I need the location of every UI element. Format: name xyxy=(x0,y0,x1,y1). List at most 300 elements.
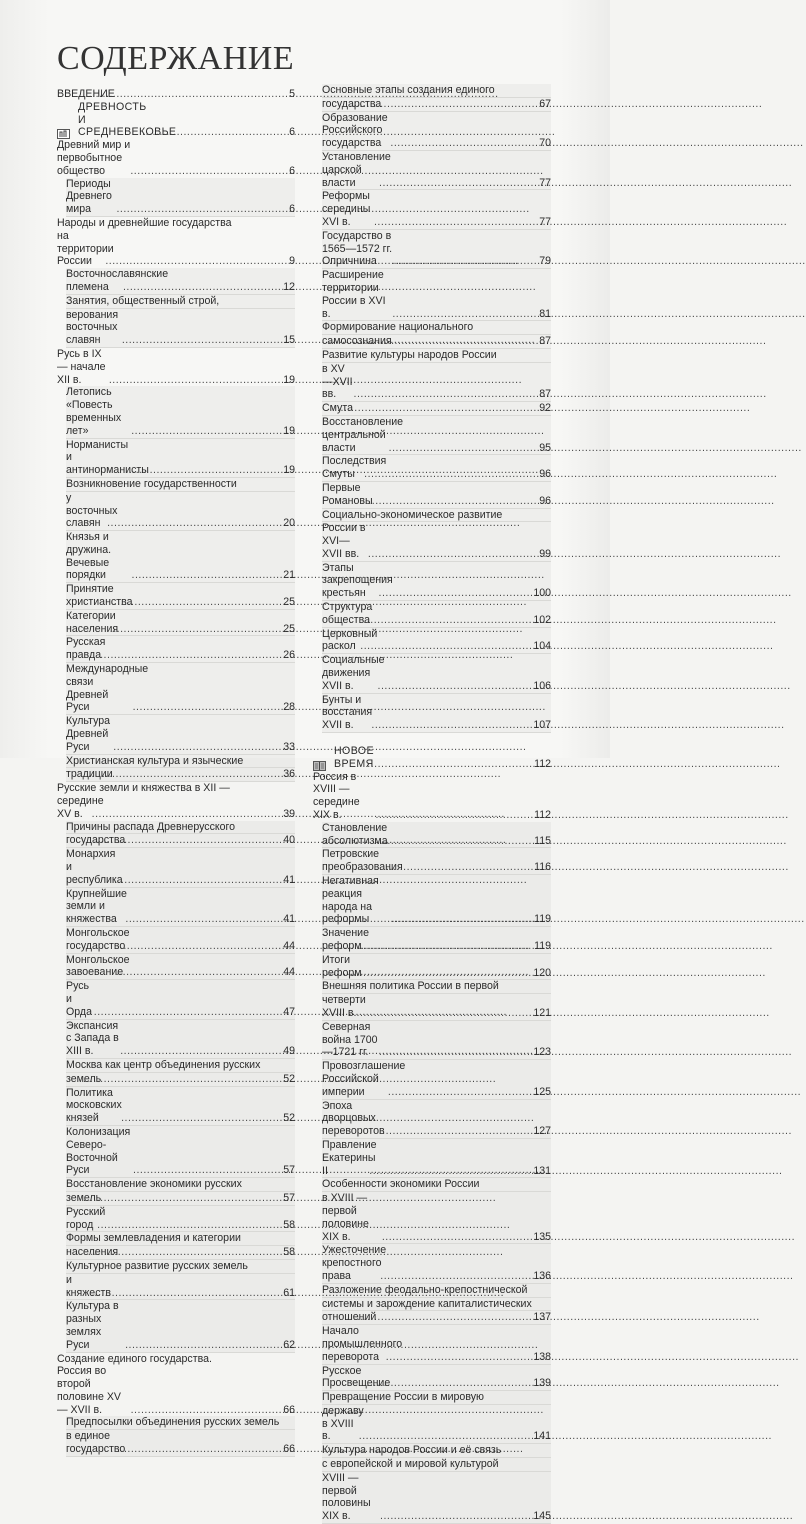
toc-subentry[interactable] xyxy=(66,478,295,531)
toc-entry-title: Москва как центр объединения русских xyxy=(66,1058,261,1071)
dot-leader xyxy=(110,623,282,636)
dot-leader xyxy=(366,1377,532,1390)
toc-subentry[interactable] xyxy=(322,654,551,693)
toc-subentry[interactable] xyxy=(66,980,295,1019)
toc-entry-title: Культура в разных землях Руси xyxy=(66,1300,119,1351)
toc-entry-line xyxy=(66,610,295,637)
toc-entry-line xyxy=(322,509,551,523)
toc-entry-title: Летопись «Повесть временных лет» xyxy=(66,386,122,437)
toc-page-number: 92 xyxy=(539,402,551,415)
toc-page-number: 57 xyxy=(283,1191,295,1204)
toc-chapter-entry[interactable] xyxy=(57,1353,295,1417)
toc-page-number: 135 xyxy=(533,1230,551,1243)
toc-entry-title: Смута xyxy=(322,402,353,415)
toc-page-number: 6 xyxy=(289,203,295,216)
toc-subentry[interactable] xyxy=(322,848,551,875)
section-gap xyxy=(313,733,551,745)
toc-entry-title: ВВЕДЕНИЕ xyxy=(57,88,115,100)
toc-subentry[interactable] xyxy=(322,694,551,733)
toc-page-number: 12 xyxy=(283,280,295,293)
toc-entry-line xyxy=(66,492,295,531)
toc-entry-title: государства xyxy=(66,834,126,847)
toc-subentry[interactable] xyxy=(322,230,551,269)
toc-subentry[interactable] xyxy=(322,455,551,482)
toc-page-number: 39 xyxy=(283,807,295,820)
toc-entry-line xyxy=(322,875,551,927)
toc-entry-line xyxy=(66,1300,295,1352)
toc-page-number: 44 xyxy=(283,966,295,979)
toc-page-number: 61 xyxy=(283,1286,295,1299)
toc-entry-title: Русское Просвещение xyxy=(322,1364,391,1390)
dot-leader xyxy=(382,1231,533,1244)
dot-leader xyxy=(379,1046,532,1059)
toc-subentry[interactable] xyxy=(66,636,295,663)
dot-leader xyxy=(88,768,282,781)
dot-leader xyxy=(354,388,539,401)
toc-subentry[interactable] xyxy=(322,980,551,1020)
toc-subentry[interactable] xyxy=(66,848,295,887)
dot-leader xyxy=(367,758,533,771)
toc-subentry[interactable] xyxy=(66,1059,295,1087)
toc-subentry[interactable] xyxy=(322,601,551,628)
dot-leader xyxy=(94,1006,282,1019)
toc-subentry[interactable] xyxy=(66,888,295,927)
toc-page-number: 104 xyxy=(533,640,551,653)
toc-page-number: 15 xyxy=(283,334,295,347)
toc-entry-line xyxy=(66,954,295,981)
toc-entry-title: Церковный раскол xyxy=(322,627,378,653)
toc-entry-line xyxy=(66,1260,295,1274)
toc-page-number: 116 xyxy=(534,861,551,874)
toc-entry-title: земель xyxy=(66,1191,102,1204)
toc-entry-line xyxy=(322,455,551,482)
toc-entry-line xyxy=(66,1059,295,1073)
dot-leader xyxy=(114,874,282,887)
toc-page-number: 79 xyxy=(539,255,551,268)
toc-entry-line xyxy=(322,1178,551,1192)
toc-entry-line xyxy=(57,88,295,101)
toc-subentry[interactable] xyxy=(66,1300,295,1352)
toc-entry-title: Провозглашение Российской империи xyxy=(322,1060,406,1098)
dot-leader xyxy=(349,98,538,111)
toc-entry-line xyxy=(322,190,551,229)
toc-chapter-entry[interactable] xyxy=(57,88,295,101)
toc-entry-line xyxy=(322,1311,551,1325)
toc-entry-title: Христианская культура и языческие xyxy=(66,754,244,767)
toc-page-number: 77 xyxy=(539,215,551,228)
toc-section-heading[interactable] xyxy=(57,101,295,139)
toc-subentry[interactable] xyxy=(322,269,551,321)
toc-page-number: 112 xyxy=(534,757,551,770)
dot-leader xyxy=(125,1339,282,1352)
toc-page-number: 66 xyxy=(283,1403,295,1416)
dot-leader xyxy=(368,548,538,561)
dot-leader xyxy=(379,1125,533,1138)
toc-subentry[interactable] xyxy=(66,610,295,637)
dot-leader xyxy=(386,1351,533,1364)
toc-entry-title: Русь и Орда xyxy=(66,980,92,1018)
toc-entry-title: середине XV в. xyxy=(57,795,104,820)
toc-page-number: 125 xyxy=(533,1085,551,1098)
toc-entry-title: Восточнославянские племена xyxy=(66,268,169,293)
toc-page-number: 141 xyxy=(533,1430,551,1443)
toc-subentry[interactable] xyxy=(322,151,551,190)
toc-page-number: 120 xyxy=(533,966,551,979)
toc-page-number: 137 xyxy=(533,1311,551,1324)
toc-subentry[interactable] xyxy=(322,822,551,849)
toc-subentry[interactable] xyxy=(322,321,551,349)
toc-entry-title: в XV—XVII вв. xyxy=(322,362,353,401)
toc-page-number: 26 xyxy=(283,649,295,662)
toc-subentry[interactable] xyxy=(66,1416,295,1456)
toc-entry-line xyxy=(66,268,295,295)
toc-page-number: 58 xyxy=(283,1218,295,1231)
toc-subentry[interactable] xyxy=(322,1325,551,1364)
toc-entry-title: Образование Российского государства xyxy=(322,111,388,150)
toc-entry-line xyxy=(57,101,295,139)
toc-entry-title: на территории России xyxy=(57,229,114,268)
toc-entry-title: державу в XVIII в. xyxy=(322,1404,364,1443)
dot-leader xyxy=(388,1086,532,1099)
toc-entry-line xyxy=(66,1206,295,1233)
toc-entry-title: Восстановление экономики русских xyxy=(66,1178,242,1191)
toc-subentry[interactable] xyxy=(322,1139,551,1178)
toc-entry-title: Развитие культуры народов России xyxy=(322,348,497,361)
toc-entry-title: Народы и древнейшие государства xyxy=(57,216,232,229)
toc-entry-line xyxy=(322,1060,551,1099)
toc-entry-line xyxy=(322,1284,551,1298)
toc-entry-title: Категории населения xyxy=(66,609,119,635)
toc-entry-line xyxy=(322,1139,551,1178)
toc-page-number: 41 xyxy=(283,873,295,886)
toc-entry-line xyxy=(66,768,295,782)
toc-entry-title: Реформы середины XVI в. xyxy=(322,190,371,228)
dot-leader xyxy=(142,126,288,139)
toc-entry-title: Значение реформ xyxy=(322,927,369,952)
toc-entry-title: Правление Екатерины II xyxy=(322,1138,377,1177)
toc-subentry[interactable] xyxy=(322,875,551,927)
toc-entry-title: Князья и дружина. Вечевые порядки xyxy=(66,531,112,582)
toc-page-number: 40 xyxy=(283,834,295,847)
toc-entry-title: земель xyxy=(66,1072,102,1085)
toc-subentry[interactable] xyxy=(66,1020,295,1059)
toc-page-number: 102 xyxy=(533,613,551,626)
toc-entry-title: Начало промышленного переворота xyxy=(322,1325,403,1363)
toc-entry-line xyxy=(322,954,551,981)
toc-entry-title: Северная война 1700—1721 гг. xyxy=(322,1020,378,1059)
toc-entry-title: четверти XVIII в. xyxy=(322,994,366,1019)
toc-entry-title: у восточных славян xyxy=(66,491,118,530)
toc-subentry[interactable] xyxy=(66,1126,295,1178)
dot-leader xyxy=(85,88,288,101)
toc-page-number: 66 xyxy=(283,1443,295,1456)
toc-entry-line xyxy=(322,335,551,349)
toc-subentry[interactable] xyxy=(322,1244,551,1283)
toc-subentry[interactable] xyxy=(66,755,295,783)
dot-leader xyxy=(131,1404,283,1417)
toc-entry-line xyxy=(322,416,551,455)
toc-page-number: 77 xyxy=(539,176,551,189)
toc-entry-line xyxy=(322,98,551,112)
toc-subentry[interactable] xyxy=(322,1178,551,1244)
dot-leader xyxy=(392,913,534,926)
toc-entry-title: Политика московских князей xyxy=(66,1086,122,1125)
toc-entry-title: в XVIII — первой половине XIX в. xyxy=(322,1192,369,1243)
toc-entry-line xyxy=(322,848,551,875)
toc-entry-line xyxy=(322,980,551,994)
book-icon xyxy=(313,761,326,771)
toc-entry-line xyxy=(66,295,295,309)
toc-entry-title: XVIII — первой половины XIX в. xyxy=(322,1471,371,1523)
toc-entry-line xyxy=(322,84,551,98)
toc-entry-line xyxy=(66,1020,295,1059)
toc-subentry[interactable] xyxy=(322,482,551,509)
toc-page-number: 136 xyxy=(533,1269,551,1282)
toc-entry-title: Превращение России в мировую xyxy=(322,1391,484,1404)
toc-subentry[interactable] xyxy=(66,583,295,610)
toc-entry-line xyxy=(57,139,295,177)
toc-subentry[interactable] xyxy=(322,190,551,229)
toc-entry-title: государства xyxy=(322,97,382,110)
toc-page-number: 121 xyxy=(533,1006,551,1019)
toc-entry-title: Бунты и восстания XVII в. xyxy=(322,693,373,732)
toc-chapter-entry[interactable] xyxy=(57,217,295,268)
toc-entry-line xyxy=(322,1472,551,1524)
toc-entry-title: Петровские преобразования xyxy=(322,848,403,874)
toc-entry-line xyxy=(66,888,295,927)
dot-leader xyxy=(379,587,533,600)
dot-leader xyxy=(359,1430,533,1443)
toc-entry-line xyxy=(322,1405,551,1444)
toc-subentry[interactable] xyxy=(322,1444,551,1524)
toc-entry-line xyxy=(66,848,295,887)
toc-entry-title: в единое государство xyxy=(66,1430,126,1456)
toc-page-number: 99 xyxy=(539,547,551,560)
toc-entry-line xyxy=(66,478,295,492)
toc-page-number: 81 xyxy=(539,307,551,320)
dot-leader xyxy=(360,640,532,653)
dot-leader xyxy=(109,374,282,387)
toc-subentry[interactable] xyxy=(322,509,551,562)
toc-entry-line xyxy=(66,636,295,663)
toc-subentry[interactable] xyxy=(66,1178,295,1206)
toc-entry-line xyxy=(322,1244,551,1283)
toc-page-number: 95 xyxy=(539,441,551,454)
toc-subentry[interactable] xyxy=(322,954,551,981)
toc-subentry[interactable] xyxy=(66,927,295,954)
toc-entry-line xyxy=(313,745,551,771)
toc-entry-line xyxy=(322,1391,551,1405)
toc-page-number: 25 xyxy=(283,596,295,609)
toc-entry-title: Формирование национального xyxy=(322,321,474,334)
dot-leader xyxy=(97,1219,282,1232)
toc-page-number: 9 xyxy=(289,255,295,268)
toc-subentry[interactable] xyxy=(66,954,295,981)
dot-leader xyxy=(360,940,534,953)
dot-leader xyxy=(100,649,282,662)
toc-entry-title: Внешняя политика России в первой xyxy=(322,980,499,993)
toc-subentry[interactable] xyxy=(66,663,295,715)
toc-entry-title: Итоги реформ xyxy=(322,953,362,979)
toc-chapter-entry[interactable] xyxy=(57,782,295,820)
toc-subentry[interactable] xyxy=(322,1365,551,1392)
toc-entry-line xyxy=(66,1192,295,1206)
dot-leader xyxy=(374,835,534,848)
toc-subentry[interactable] xyxy=(322,1060,551,1099)
dot-leader xyxy=(93,834,282,847)
toc-entry-line xyxy=(66,1073,295,1087)
toc-entry-title: Россия в XVIII — середине XIX в. xyxy=(313,770,360,822)
toc-page-number: 20 xyxy=(283,517,295,530)
toc-subentry[interactable] xyxy=(66,178,295,217)
toc-page-number: 87 xyxy=(539,388,551,401)
toc-subentry[interactable] xyxy=(66,531,295,583)
toc-page-number: 47 xyxy=(283,1005,295,1018)
toc-page-number: 52 xyxy=(283,1112,295,1125)
toc-page-number: 96 xyxy=(539,468,551,481)
toc-entry-line xyxy=(322,321,551,335)
page-title: СОДЕРЖАНИЕ xyxy=(57,40,295,77)
toc-entry-title: верования восточных славян xyxy=(66,308,119,347)
dot-leader xyxy=(116,203,288,216)
toc-entry-line xyxy=(322,349,551,363)
toc-subentry[interactable] xyxy=(322,112,551,151)
toc-subentry[interactable] xyxy=(322,628,551,655)
toc-entry-line xyxy=(322,1458,551,1472)
toc-entry-title: Монархия и республика xyxy=(66,848,123,886)
toc-entry-title: Русская правда xyxy=(66,636,106,662)
toc-subentry[interactable] xyxy=(66,1260,295,1300)
toc-entry-title: Россия во второй половине XV — XVII в. xyxy=(57,1365,121,1416)
toc-subentry[interactable] xyxy=(322,402,551,416)
dot-leader xyxy=(110,1443,282,1456)
toc-page-number: 58 xyxy=(283,1246,295,1259)
toc-entry-line xyxy=(322,363,551,402)
toc-entry-line xyxy=(66,386,295,438)
toc-entry-line xyxy=(57,217,295,230)
toc-subentry[interactable] xyxy=(322,1100,551,1139)
toc-subentry[interactable] xyxy=(66,1232,295,1260)
toc-page-number: 36 xyxy=(283,768,295,781)
dot-leader xyxy=(132,569,283,582)
dot-leader xyxy=(116,966,282,979)
toc-entry-title: Русские земли и княжества в XII — xyxy=(57,782,230,795)
toc-page-number: 127 xyxy=(533,1125,551,1138)
toc-subentry[interactable] xyxy=(322,416,551,455)
toc-page-number: 112 xyxy=(534,809,551,822)
toc-subentry[interactable] xyxy=(66,386,295,438)
dot-leader xyxy=(376,861,534,874)
dot-leader xyxy=(83,1192,282,1205)
toc-entry-line xyxy=(322,927,551,954)
toc-chapter-entry[interactable] xyxy=(57,139,295,177)
toc-entry-line xyxy=(66,755,295,769)
toc-page-number: 119 xyxy=(534,940,551,952)
toc-entry-line xyxy=(66,1232,295,1246)
dot-leader xyxy=(379,177,538,190)
dot-leader xyxy=(125,913,282,926)
toc-page-number: 119 xyxy=(534,913,551,926)
toc-subentry[interactable] xyxy=(322,1284,551,1325)
toc-entry-title: Ужесточение крепостного права xyxy=(322,1244,387,1282)
toc-entry-line xyxy=(322,1192,551,1244)
dot-leader xyxy=(121,1112,282,1125)
toc-subentry[interactable] xyxy=(66,268,295,295)
toc-subentry[interactable] xyxy=(66,1206,295,1233)
toc-entry-title: с европейской и мировой культурой xyxy=(322,1458,499,1471)
toc-subentry[interactable] xyxy=(66,715,295,754)
toc-entry-line xyxy=(313,771,551,822)
toc-entry-title: НОВОЕ ВРЕМЯ xyxy=(334,745,374,770)
dot-leader xyxy=(116,940,282,953)
toc-section-heading[interactable] xyxy=(313,745,551,771)
toc-page-number: 107 xyxy=(533,719,551,732)
toc-entry-title: Колонизация Северо-Восточной Руси xyxy=(66,1125,131,1177)
toc-subentry[interactable] xyxy=(322,562,551,601)
toc-entry-line xyxy=(322,562,551,601)
dot-leader xyxy=(83,1073,282,1086)
toc-page-number: 21 xyxy=(283,569,295,582)
dot-leader xyxy=(91,1287,282,1300)
toc-entry-title: Социальные движения XVII в. xyxy=(322,654,385,692)
toc-entry-line xyxy=(322,269,551,321)
toc-entry-line xyxy=(57,1353,295,1366)
toc-entry-title: Периоды Древнего мира xyxy=(66,177,112,216)
toc-entry-line xyxy=(66,531,295,583)
toc-entry-line xyxy=(57,348,295,386)
toc-entry-line xyxy=(322,1298,551,1312)
toc-chapter-entry[interactable] xyxy=(57,348,295,386)
toc-entry-title: Основные этапы создания единого xyxy=(322,84,495,96)
toc-entry-line xyxy=(66,1416,295,1430)
toc-entry-title: Культура народов России и её связь xyxy=(322,1444,502,1457)
dot-leader xyxy=(364,468,538,481)
toc-subentry[interactable] xyxy=(322,927,551,954)
toc-entry-title: Монгольское государство xyxy=(66,927,130,952)
toc-page-number: 5 xyxy=(289,88,295,100)
toc-entry-title: Государство в 1565—1572 гг. Опричнина xyxy=(322,229,393,268)
toc-subentry[interactable] xyxy=(322,1391,551,1444)
toc-page-number: 87 xyxy=(539,335,551,348)
toc-subentry[interactable] xyxy=(66,821,295,849)
toc-subentry[interactable] xyxy=(66,295,295,348)
dot-leader xyxy=(375,809,533,822)
toc-entry-title: и княжеств xyxy=(66,1273,111,1299)
dot-leader xyxy=(378,680,533,693)
toc-page-number: 44 xyxy=(283,939,295,952)
toc-chapter-entry[interactable] xyxy=(313,771,551,822)
toc-entry-line xyxy=(322,522,551,561)
toc-entry-line xyxy=(322,1444,551,1458)
toc-entry-line xyxy=(322,230,551,269)
dot-leader xyxy=(371,719,532,732)
dot-leader xyxy=(353,335,538,348)
dot-leader xyxy=(374,216,538,229)
toc-entry-title: Установление царской власти xyxy=(322,150,391,189)
toc-subentry[interactable] xyxy=(66,1087,295,1126)
toc-subentry[interactable] xyxy=(322,1021,551,1060)
dot-leader xyxy=(125,464,282,477)
toc-subentry[interactable] xyxy=(66,439,295,478)
toc-page-number: 25 xyxy=(283,622,295,635)
toc-entry-line xyxy=(66,1274,295,1301)
toc-entry-line xyxy=(57,782,295,795)
dot-leader xyxy=(123,281,282,294)
toc-subentry[interactable] xyxy=(322,349,551,402)
toc-subentry[interactable] xyxy=(322,84,551,112)
toc-entry-title: Занятия, общественный строй, xyxy=(66,294,220,307)
toc-entry-line xyxy=(66,439,295,478)
